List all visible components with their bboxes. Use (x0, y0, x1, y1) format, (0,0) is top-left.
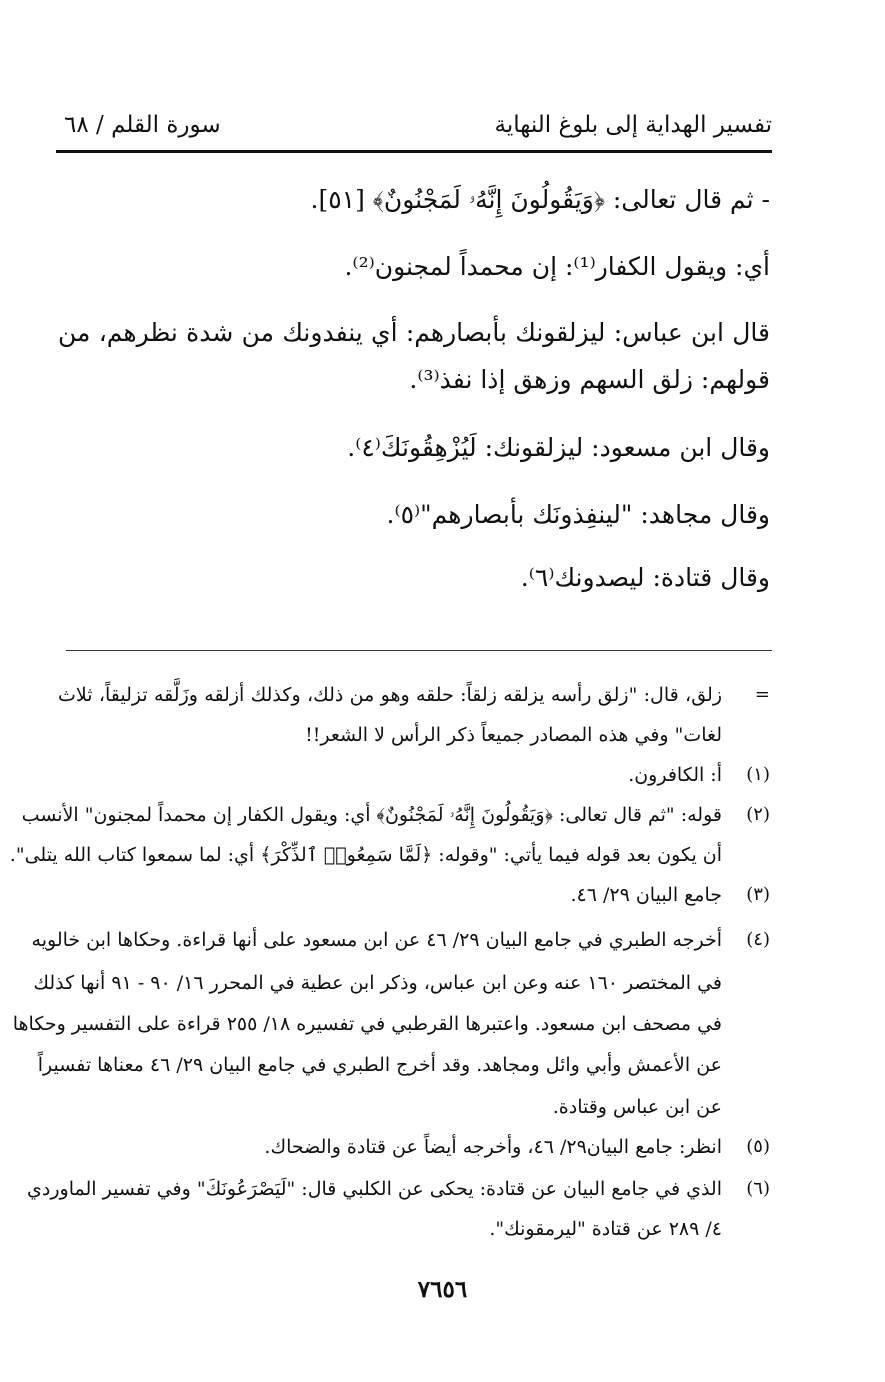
text-line: وقال مجاهد: "لينفِذونَك بأبصارهم"⁽٥⁾. (386, 500, 770, 529)
footnote-number: (٣) (746, 884, 770, 905)
footnote-line (58, 884, 770, 914)
footnote-line (31, 929, 770, 959)
surah-label: سورة القلم / ٦٨ (64, 112, 221, 138)
header-rule (56, 150, 772, 153)
footnote-number: (١) (746, 764, 770, 785)
footnote-line (27, 1178, 770, 1208)
running-header (56, 110, 772, 146)
text-line: قال ابن عباس: ليزلقونك بأبصارهم: أي ينفدونك من شدة نظرهم، من (58, 318, 770, 347)
footnote-text: عن الأعمش وأبي وائل ومجاهد. وقد أخرج الطبري في جامع البيان ٢٩/ ٤٦ معناها تفسيراً (37, 1054, 722, 1076)
footnote-line (12, 1013, 770, 1043)
book-title: تفسير الهداية إلى بلوغ النهاية (494, 112, 772, 138)
footnote-number: (٤) (746, 929, 770, 950)
text-line: أي: ويقول الكفار⁽¹⁾: إن محمداً لمجنون⁽²⁾. (344, 252, 770, 281)
footnote-line (33, 972, 770, 1002)
footnote-text: في المختصر ١٦٠ عنه وعن ابن عباس، وذكر ابن عطية في المحرر ١٦/ ٩٠ - ٩١ أنها كذلك (33, 972, 722, 994)
footnote-line (58, 684, 770, 714)
text-line: قولهم: زلق السهم وزهق إذا نفذ⁽³⁾. (409, 365, 770, 394)
footnote-line (21, 804, 770, 834)
footnote-text: ٤/ ٢٨٩ عن قتادة "ليرمقونك". (489, 1218, 722, 1240)
footnote-text: جامع البيان ٢٩/ ٤٦. (570, 884, 722, 906)
footnote-text: زلق، قال: "زلق رأسه يزلقه زلقاً: حلقه وهو من ذلك، وكذلك أزلقه وزَلَّقه تزليقاً، ثلاث (58, 684, 722, 706)
footnote-line (37, 1054, 770, 1084)
footnote-line (58, 1218, 770, 1248)
footnote-separator (66, 650, 772, 651)
footnote-text: قوله: "ثم قال تعالى: ﴿وَيَقُولُونَ إِنَّهُۥ لَمَجْنُونٌ﴾ أي: ويقول الكفار إن محمداً لمجنون" الأنسب (21, 804, 722, 826)
footnote-line (58, 1096, 770, 1126)
footnote-number: (٦) (746, 1178, 770, 1199)
footnote-text: أن يكون بعد قوله فيما يأتي: "وقوله: ﴿لَمَّا سَمِعُوا۟ ٱلذِّكْرَ﴾ أي: لما سمعوا كتاب الله يتلى". (9, 844, 722, 866)
footnote-number: (٥) (746, 1136, 770, 1157)
text-line: وقال قتادة: ليصدونك⁽٦⁾. (520, 563, 770, 592)
footnote-text: الذي في جامع البيان عن قتادة: يحكى عن الكلبي قال: "لَيَصْرَعُونَكَ" وفي تفسير الماوردي (27, 1178, 722, 1200)
footnote-text: عن ابن عباس وقتادة. (552, 1096, 722, 1118)
footnote-line (9, 844, 770, 874)
footnote-text: لغات" وفي هذه المصادر جميعاً ذكر الرأس لا الشعر!! (305, 724, 722, 746)
footnote-text: أخرجه الطبري في جامع البيان ٢٩/ ٤٦ عن ابن مسعود على أنها قراءة. وحكاها ابن خالويه (31, 929, 722, 951)
footnote-line (58, 1136, 770, 1166)
footnote-text: أ: الكافرون. (628, 764, 722, 786)
text-line: وقال ابن مسعود: ليزلقونك: لَيُزْهِقُونَكَ⁽٤⁾. (347, 433, 770, 462)
footnote-number: (٢) (746, 804, 770, 825)
page-number: ٧٦٥٦ (417, 1276, 468, 1303)
footnote-line (58, 724, 770, 754)
text-line: - ثم قال تعالى: ﴿وَيَقُولُونَ إِنَّهُۥ لَمَجْنُونٌ﴾ [٥١]. (310, 185, 770, 214)
footnote-text: انظر: جامع البيان٢٩/ ٤٦، وأخرجه أيضاً عن قتادة والضحاك. (264, 1136, 722, 1158)
footnote-text: في مصحف ابن مسعود. واعتبرها القرطبي في تفسيره ١٨/ ٢٥٥ قراءة على التفسير وحكاها (12, 1013, 722, 1035)
footnote-number: = (754, 684, 770, 705)
footnote-line (58, 764, 770, 794)
